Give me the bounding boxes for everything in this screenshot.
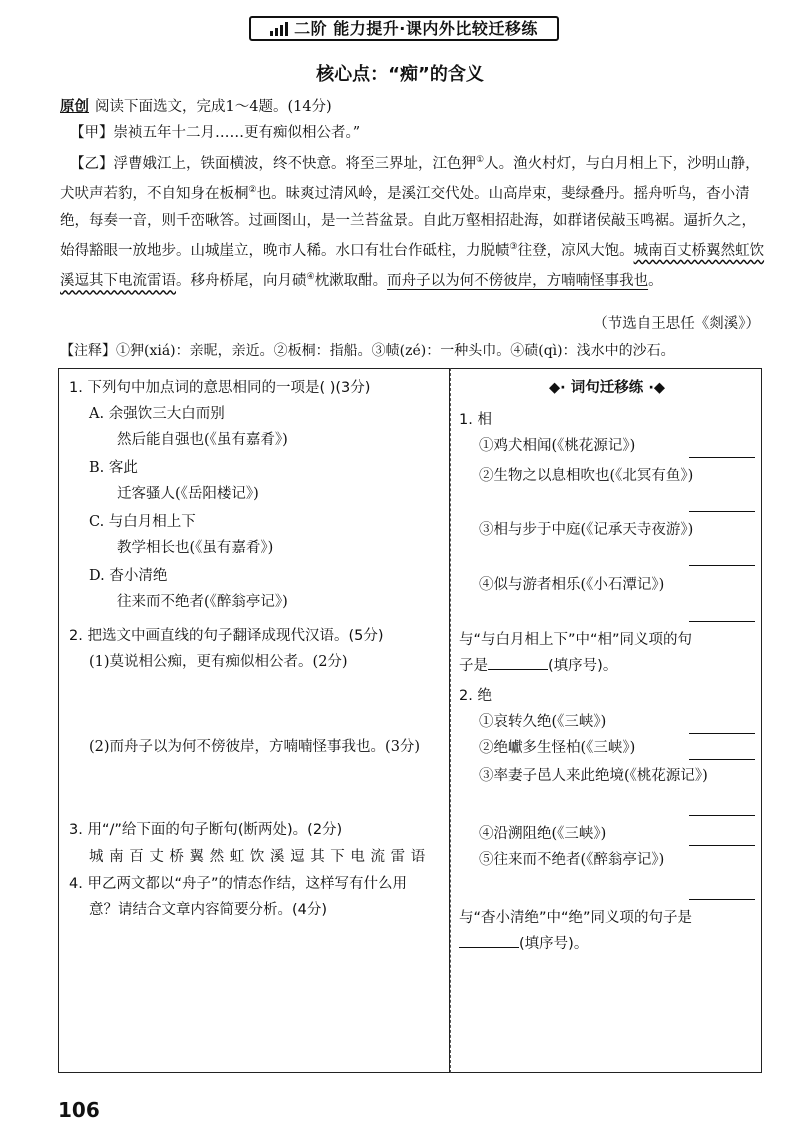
- yi-text-1: 【乙】浮曹娥江上，铁面横波，终不快意。将至三界址，江色狎: [70, 155, 476, 172]
- answer-line[interactable]: [689, 565, 755, 566]
- question-4-line-1: 4. 甲乙两文都以“舟子”的情态作结，这样写有什么用: [69, 876, 407, 892]
- wavy-underlined-sentence: 城南百丈桥翼然虹饮溪逗其下电流雷语: [60, 242, 765, 290]
- yi-text-2: 人。渔火村灯，与白月相上下，沙明山静，犬吠声若豹，不自知身在板桐: [60, 155, 760, 203]
- answer-line[interactable]: [689, 845, 755, 846]
- option-label: C.: [89, 514, 105, 530]
- diamond-icon: ◆·: [549, 380, 566, 396]
- s1-question-prefix: 子是: [459, 658, 488, 674]
- question-2-part-1: (1)莫说相公痴，更有痴似相公者。(2分): [89, 654, 348, 670]
- s1-question-line-1: 与“与白月相上下”中“相”同义项的句: [459, 632, 693, 648]
- option-line-2: 教学相长也(《虽有嘉肴》): [117, 540, 274, 556]
- page-number: 106: [58, 1098, 100, 1122]
- section-banner: [249, 16, 559, 41]
- question-4-line-2: 意？请结合文章内容简要分析。(4分): [89, 902, 328, 918]
- s2-item-2: ②绝巘多生怪柏(《三峡》): [479, 740, 636, 756]
- s1-item-3: ③相与步于中庭(《记承天寺夜游》): [479, 522, 694, 538]
- q1-option-b: [89, 455, 259, 507]
- transfer-title-text: 词句迁移练: [570, 380, 644, 396]
- s1-question-line-2: [459, 653, 617, 679]
- notes: 【注释】①狎(xiá)：亲昵，亲近。②板桐：指船。③帻(zé)：一种头巾。④碛(qì)：浅水中的沙石。: [60, 343, 675, 359]
- answer-line[interactable]: [689, 511, 755, 512]
- note-ref-4: ④: [306, 272, 315, 283]
- question-2-part-2: (2)而舟子以为何不傍彼岸，方喃喃怪事我也。(3分): [89, 739, 421, 755]
- s2-item-3: ③率妻子邑人来此绝境(《桃花源记》): [479, 768, 708, 784]
- s2-item-4: ④沿溯阻绝(《三峡》): [479, 826, 607, 842]
- q1-option-a: [89, 401, 288, 453]
- original-tag: 原创: [60, 98, 89, 115]
- s2-question-suffix: (填序号)。: [519, 936, 589, 952]
- option-line-2: 然后能自强也(《虽有嘉肴》): [117, 432, 288, 448]
- topic-title: 核心点：“痴”的含义: [316, 64, 484, 85]
- section-2-label: 2. 绝: [459, 688, 492, 704]
- note-ref-3: ③: [509, 242, 518, 253]
- option-line-1: 客此: [108, 460, 138, 476]
- intro-text: 阅读下面选文，完成1～4题。(14分): [95, 99, 332, 115]
- answer-line[interactable]: [689, 457, 755, 458]
- s2-question-line-2: [459, 931, 588, 957]
- option-line-2: 迁客骚人(《岳阳楼记》): [117, 486, 259, 502]
- yi-text-4: 往登，凉风大饱。: [517, 242, 634, 259]
- diamond-icon: ·◆: [648, 380, 665, 396]
- s1-item-4: ④似与游者相乐(《小石潭记》): [479, 577, 665, 593]
- option-line-2: 往来而不绝者(《醉翁亭记》): [117, 594, 288, 610]
- question-1: 1. 下列句中加点词的意思相同的一项是( )(3分): [69, 380, 371, 396]
- section-1-label: 1. 相: [459, 412, 492, 428]
- s1-item-1: ①鸡犬相闻(《桃花源记》): [479, 438, 636, 454]
- s2-item-5: ⑤往来而不绝者(《醉翁亭记》): [479, 852, 665, 868]
- option-line-1: 余强饮三大白而别: [108, 406, 225, 422]
- questions-box: [58, 368, 450, 1073]
- yi-text-3: 也。昧爽过清风岭，是溪江交代处。山高岸束，斐绿叠丹。摇舟听鸟，杳小清绝，每奏一音，则千峦啾答。过画图山，是一兰苔盆景。自此万壑相招赴海，如群诸侯敲玉鸣裾。逼折久之，始得豁眼一放地步。山城崖立，晚市人稀。水口有壮台作砥柱，力脱帻: [60, 186, 756, 259]
- answer-line[interactable]: [689, 621, 755, 622]
- question-2: 2. 把选文中画直线的句子翻译成现代汉语。(5分): [69, 628, 384, 644]
- transfer-practice-box: [450, 368, 762, 1073]
- answer-line[interactable]: [689, 815, 755, 816]
- answer-line[interactable]: [689, 899, 755, 900]
- option-label: B.: [89, 460, 105, 476]
- s2-question-line-1: 与“杳小清绝”中“绝”同义项的句子是: [459, 910, 693, 926]
- passage-yi: [60, 147, 770, 295]
- passage-jia: 【甲】崇祯五年十二月……更有痴似相公者。”: [70, 125, 361, 141]
- banner-text: 二阶 能力提升·课内外比较迁移练: [294, 18, 538, 38]
- option-label: A.: [89, 406, 105, 422]
- answer-line[interactable]: [689, 733, 755, 734]
- s1-question-suffix: (填序号)。: [548, 658, 618, 674]
- intro-line: [60, 94, 770, 121]
- yi-text-5: 。移舟桥尾，向月碛: [176, 273, 307, 290]
- yi-end: 。: [648, 273, 663, 290]
- question-3-sentence: 城 南 百 丈 桥 翼 然 虹 饮 溪 逗 其 下 电 流 雷 语: [89, 849, 426, 865]
- note-ref-2: ②: [248, 185, 257, 196]
- s1-item-2: ②生物之以息相吹也(《北冥有鱼》): [479, 468, 694, 484]
- option-line-1: 杳小清绝: [109, 568, 168, 584]
- q1-option-c: [89, 509, 273, 561]
- note-ref-1: ①: [476, 155, 485, 165]
- s2-item-1: ①哀转久绝(《三峡》): [479, 714, 607, 730]
- question-3: 3. 用“/”给下面的句子断句(断两处)。(2分): [69, 822, 343, 838]
- transfer-title: [451, 375, 763, 401]
- source-citation: （节选自王思任《剡溪》）: [593, 316, 760, 332]
- fill-blank[interactable]: [459, 931, 519, 948]
- option-label: D.: [89, 568, 105, 584]
- fill-blank[interactable]: [488, 653, 548, 670]
- q1-option-d: [89, 563, 288, 615]
- straight-underlined-sentence: 而舟子以为何不傍彼岸，方喃喃怪事我也: [387, 273, 649, 290]
- yi-text-6: 枕漱取酣。: [314, 273, 388, 290]
- answer-line[interactable]: [689, 759, 755, 760]
- signal-bars-icon: [270, 22, 288, 36]
- option-line-1: 与白月相上下: [108, 514, 196, 530]
